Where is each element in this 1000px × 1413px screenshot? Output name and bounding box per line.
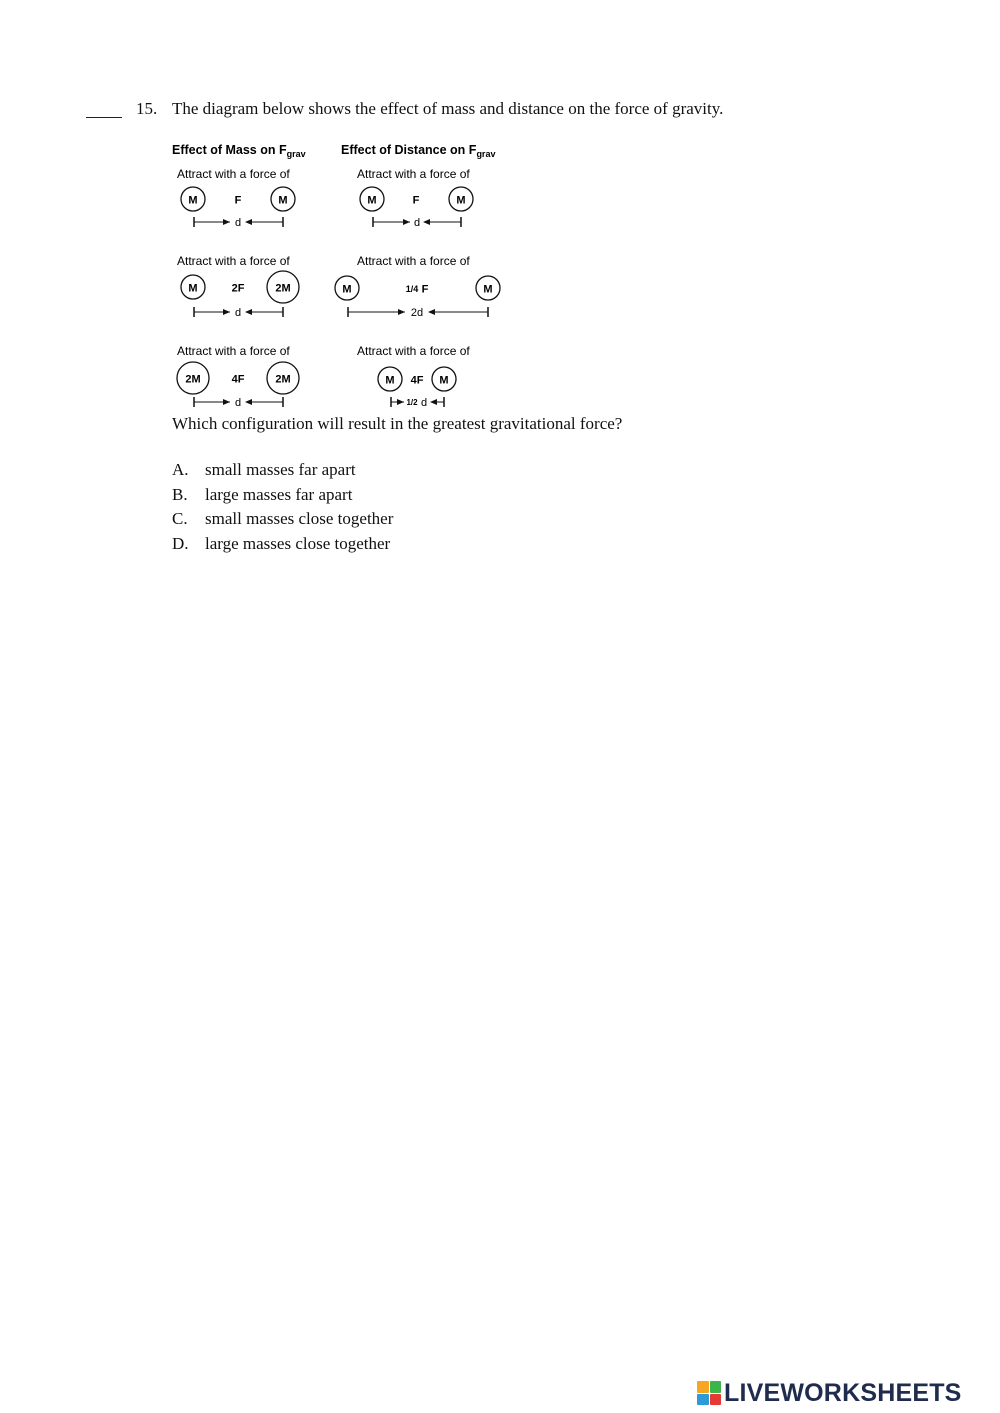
mass-label: M [456, 194, 466, 207]
mass-label: M [483, 283, 493, 296]
option-letter: B. [172, 484, 188, 504]
force-label: F [421, 283, 429, 296]
quarter-force-label [406, 284, 429, 296]
answer-blank[interactable] [86, 117, 122, 118]
question-prompt: Which configuration will result in the greatest gravitational force? [172, 414, 623, 433]
left-heading: Effect of Mass on $F_{grav}$ [172, 143, 306, 159]
force-label: F [412, 194, 420, 207]
liveworksheets-icon [697, 1381, 721, 1405]
half-fraction: 1/2 [406, 398, 418, 407]
mass-label: M [188, 194, 198, 207]
option-text: large masses far apart [205, 484, 353, 504]
mass-label: M [278, 194, 288, 207]
option-c[interactable] [172, 509, 393, 534]
option-text: small masses far apart [205, 460, 356, 479]
option-a[interactable] [172, 460, 393, 485]
brand-text: LIVEWORKSHEETS [724, 1378, 962, 1407]
mass-label: M [367, 194, 377, 207]
caption-distance-2: Attract with a force of [357, 254, 470, 268]
mass-label: M [385, 374, 395, 387]
option-text: small masses close together [205, 509, 394, 528]
right-heading: Effect of Distance on $F_{grav}$ [341, 143, 496, 159]
option-d[interactable] [172, 534, 393, 559]
liveworksheets-logo [697, 1378, 962, 1408]
caption-distance-1: Attract with a force of [357, 167, 470, 181]
mass-label: M [342, 283, 352, 296]
distance-label: 2d [410, 307, 424, 319]
distance-label: d [413, 217, 421, 229]
option-text: large masses close together [205, 533, 391, 553]
distance-label: d [234, 217, 242, 229]
force-label: 2F [231, 282, 245, 295]
double-mass-label: 2M [275, 282, 291, 295]
gravity-diagram [150, 135, 530, 415]
force-label: 4F [410, 374, 424, 387]
option-letter: C. [172, 509, 188, 528]
question-number: 15. [136, 99, 158, 118]
option-letter: A. [172, 460, 189, 479]
option-b[interactable] [172, 485, 393, 510]
caption-mass-3: Attract with a force of [177, 344, 290, 358]
double-mass-label: 2M [185, 373, 201, 386]
distance-label: d [234, 307, 242, 319]
mass-label: M [188, 282, 198, 295]
force-label: F [234, 194, 242, 207]
option-letter: D. [172, 533, 189, 553]
distance-label: d [420, 397, 428, 409]
distance-label: d [234, 397, 242, 409]
caption-distance-3: Attract with a force of [357, 344, 470, 358]
double-mass-label: 2M [275, 373, 291, 386]
caption-mass-2: Attract with a force of [177, 254, 290, 268]
force-label: 4F [231, 373, 245, 386]
mass-label: M [439, 374, 449, 387]
caption-mass-1: Attract with a force of [177, 167, 290, 181]
answer-options [172, 460, 393, 558]
question-text: The diagram below shows the effect of mass and distance on the force of gravity. [172, 99, 724, 118]
quarter-fraction: 1/4 [405, 284, 419, 294]
